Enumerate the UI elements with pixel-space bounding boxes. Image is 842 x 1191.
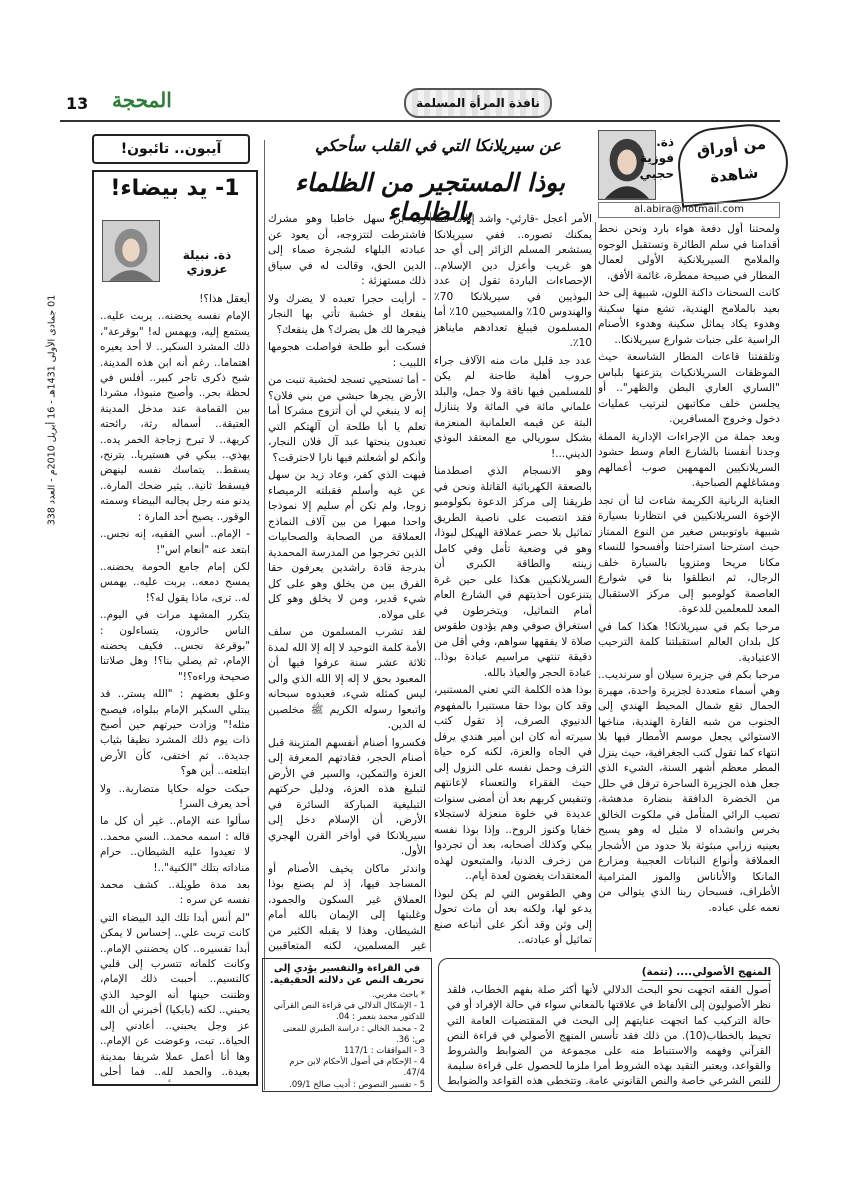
column-divider xyxy=(595,222,596,952)
article-paragraph: زيد بن سهل خاطبا وهو مشرك فاشترطت لتتزوجه، أن يعود عن عبادته البلهاء لشجرة صماء إلى الدين الحق، وقالت له في سياق ذلك مستهزئة : xyxy=(268,213,426,287)
article-paragraph: - أرأيت حجرا تعبده لا يضرك ولا ينفعك أو خشبة تأتي بها النجار فيجرها لك هل يضرك؟ هل ينفعك؟ xyxy=(268,292,426,336)
method-box xyxy=(438,958,780,1092)
article-column-1 xyxy=(598,222,780,952)
left-story-paragraph: يتكرر المشهد مرات في اليوم.. الناس حائرون، يتساءلون : "بوقرعة نجس.. فكيف يحضنه الإمام، ثم يصلي بنا؟! وهل صلاتنا صحيحة وراءه؟!" xyxy=(100,609,250,683)
article-paragraph: فسكت أبو طلحة فواصلت هجومها اللبيب : xyxy=(268,341,426,369)
badge-line-1: من أوراق xyxy=(695,134,767,160)
author-name xyxy=(639,134,674,182)
article-paragraph: وهو الانسجام الذي اصطدمنا بالصعقة الكهربائية القاتلة ونحن في طريقنا إلى مركز الدعوة بكولومبو فقد انتصبت على ناصية الطريق تماثيل بلا حصر عملاقة الهيكل لبوذا، وهو في وضعية تأمل وفي كامل زينته والطاقة الكبرى أن السريلانكيين هكذا على حين غرة يتنزعون أحذيتهم في الشارع العام أمام التماثيل، ويتخرطون في استغراق صوفي وهم يؤدون طقوس صلاة لا يفقهها سواهم، وفي أقل من دقيقة تنتهي مراسيم عبادة بوذا.. عبادة الحجر والعياذ بالله. xyxy=(434,465,592,679)
issue-date-text: 01 جمادى الأولى 1431هـ - 16 أبريل 2010م - العدد 338 xyxy=(46,294,58,526)
article-paragraph xyxy=(434,951,592,953)
corner-badge xyxy=(674,120,791,207)
author-first-name: فوزية xyxy=(639,151,674,165)
article-paragraph: لقد تشرب المسلمون من سلف الأمة كلمة التوحيد لا إله إلا الله لمدة ثلاثة عشر سنة عرفوا فيها أن المعبود بحق لا إله إلا الله الذي والى لیس كمثله شيء، فعبدوه سبحانه واتبعوا رسوله الكريم ﷺ مخلصين له الدين. xyxy=(268,626,426,731)
article-paragraph: وهي الطقوس التي لم يكن لبوذا يدعو لها، ولكنه بعد أن مات تحول إلى وثن وقد أنكر على أتباعه صنع تماثيل أو عبادته.. xyxy=(434,887,592,946)
reference-item: 5 - تفسير النصوص : أديب صالح 09/1. xyxy=(289,1078,425,1089)
article-kicker: عن سيريلانكا التي في القلب سأحكي xyxy=(314,136,562,155)
article-paragraph: وتلقفتنا قاعات المطار الشاسعة حيث الموظفات السريلانكيات يتزعنها بلباس "الساري العاري البطن والظهر".. أو يجلسن خلف مكاتبهن لترتيب عمليات دخول وخروج المسافرين. xyxy=(598,351,780,425)
reference-item: 3 - الموافقات : 117/1 xyxy=(343,1045,425,1056)
article-title: بوذا المستجير من الظلماء بالظلماء xyxy=(295,168,565,226)
method-box-title: المنهج الأصولي.... (تتمة) xyxy=(642,965,771,981)
article-paragraph: مرحبا بكم في سيريلانكا! هكذا كما في كل بلدان العالم استقبلتنا كلمة الترحيب الاعتيادية. xyxy=(598,620,780,664)
section-name: المحجة xyxy=(112,88,172,112)
article-paragraph: فكسروا أصنام أنفسهم المتزينة قبل أصنام الحجر، فقادتهم المعرفة إلى العزة والتمكين، والسير في الأرض لتبليغ هذه العزة، ودليل حركتهم التبليغية المباركة السائرة في الأرض، أن الإسلام دخل إلى سيريلانكا في أواخر القرن الهجري الأول. xyxy=(268,736,426,857)
left-author-portrait-icon xyxy=(103,221,159,281)
left-story-paragraph: وعلق بعضهم : "الله يستر.. قد يبتلي السكير الإمام ببلواه، فيصبح مثله!" وزادت حيرتهم حين أصبح ذات يوم ذلك المشرد نظيفا بثياب جديدة.. ثم اختفى، كأن الأرض ابتلعته.. أين هو؟ xyxy=(100,688,250,778)
reference-item: 2 - محمد الخالي : دراسة الطبري للمعنى ص: 36. xyxy=(282,1022,425,1044)
article-column-2 xyxy=(434,212,592,952)
article-paragraph: بوذا هذه الكلمة التي تعني المستنير، وقد كان بوذا حقا مستنيرا بالمفهوم الدنيوي الصرف، إذ تقول كتب سيرته أنه كان ابن أمير هندي يرفل في الجاه والعزة، لكنه كره حياة الترف وحمل نفسه على النزول إلى حيث الفقراء والتعساء لإعانتهم وتنفيس كربهم بعد أن أمضى سنوات عديدة في خلوة منعزلة لاستجلاء خفايا وكنوز الروح.. وإذا بوذا نفسه يبكي وكذلك أصحابه، بعد أن تجردوا من زخرف الدنيا، والمتبعون لهذه المعتقدات يغضون لعدة أيام.. xyxy=(434,684,592,882)
column-divider xyxy=(264,140,265,1090)
author-prefix: ذة. xyxy=(656,135,674,149)
left-story-text xyxy=(100,292,250,1082)
left-story-paragraph: - الإمام.. أسي الفقيه، إنه نجس.. ابتعد عنه "أنعام اس"! xyxy=(100,528,250,556)
article-paragraph: ولمحتنا أول دفعة هواء بارد ونحن نحط أقدامنا في سلم الطائرة وتستقبل الوجوه والملامح السيريلانكية الأولى لعمال المطار في صبيحة ممطرة، غائمة الأفق. xyxy=(598,223,780,282)
article-paragraph: العناية الربانية الكريمة شاءت لنا أن تجد الإخوة السريلانكيين في انتظارنا بسيارة شبيهة باوتوبيس صغير من النوع الممتاز حيث استرحنا استراحتنا وأفسحوا للنساء مكانا مريحا ومتزويا بالسيارة خلف الرجال، ثم انطلقوا بنا في شوارع العاصمة كولومبو إلى مركز الاستقبال المعد للمعلمين للدعوة. xyxy=(598,494,780,615)
issue-line xyxy=(44,130,60,690)
article-paragraph: مرحبا بكم في جزيرة سيلان أو سرنديب.. وهي أسماء متعددة لجزيرة واحدة، مهيرة الجمال تقع شمال المحيط الهندي إلى الجنوب من شبه القارة الهندية، مناخها الاستوائي يجعل موسم الأمطار فيها بلا انتهاء كما تقول كتب الجغرافية، حيث ينزل المطر معظم أشهر السنة، الشيء الذي جعل هذه الجزيرة الساحرة ترفل في حلل من الخضرة الدافقة بنضارة مدهشة، تصيب الرائي المتأمل في ملكوت الخالق بخرس وانشداه لا مثيل له وهو يسبح بعينيه زرابي مبثوثة بلا حدود من الأشجار العملاقة وأنواع النباتات العجيبة ومزارع المانكا والأناناس والموز المترامية الأطراف، فسبحان ربنا الذي يتوالى من نعمه على عباده. xyxy=(598,669,780,914)
article-paragraph: واندثر ماكان يخيف الأصنام أو المساجد فيها، إذ لم يصنع بوذا العملاق غير السكون والجمود، وغلبتها إلى الإيمان بالله أمام الشيطان. وهذا لا يقبله الكثير من غير المسلمين، لكنه المتعاقبين xyxy=(268,862,426,952)
left-banner-text: آيبون.. تائبون! xyxy=(120,141,222,157)
left-story-paragraph: الإمام نفسه يحضنه.. يربت عليه.. يستمع إليه، ويهمس له! "بوقرعة"، ذلك المشرد السكير.. لا أحد يعيره اهتماما.. رغم أنه ابن هذه المدينة. شبح ذكرى تاجر كبير.. أفلس في لحظة بحر.. وأصبح منبوذا، مشردا بين القمامة عند مدخل المدينة العتيقة.. أسماله رثة، رائحته كريهة.. لا تبرح زجاجة الخمر يده.. يهذي.. يبكي في هستيريا.. يترنح، يسقط.. يتماسك نفسه لينهض فيسقط ثانية.. يثير ضحك المارة.. يدنو منه رجل يجالبه البيضاء وسمته الوقور.. يصيح أحد المارة : xyxy=(100,310,250,523)
page-number: 13 xyxy=(66,94,89,113)
reference-item: * باحث مغربي. xyxy=(372,989,425,999)
references-lead: في القراءة والتفسير يؤدي إلى تحريف النص عن دلالته الحقيقية. xyxy=(269,963,425,986)
left-story-author: ذة. نبيلة عزوزي xyxy=(182,248,232,276)
article-paragraph: الأمر أعجل -قارئي- واشد إيلاما مما يمكنك تصوره.. ففي سيريلانكا يستشعر المسلم الزائر إلى أي حد هو غريب وأعزل دين الإسلام.. الإحصاءات الباردة تقول إن عدد البوذيين في سيريلانكا 70٪ والهندوس 10٪ والمسيحيين 10٪ أما المسلمون فيبلغ تعدادهم مايناهز 10٪. xyxy=(434,213,592,349)
left-story-paragraph: حبكت حوله حكايا متضاربة.. ولا أحد يعرف السر! xyxy=(100,782,250,810)
author-last-name: حجبي xyxy=(639,167,674,181)
left-story-banner xyxy=(92,134,250,164)
references-list xyxy=(269,989,425,1092)
left-story-paragraph: "لم أنس أبدا تلك اليد البيضاء التي كانت تربت علي.. إحساس لا يمكن أبدا تفسيره.. كان يحضنني الإمام.. وكانت كلماته تتسرب إلى قلبي كالنسيم.. أحببت ذلك الإمام، وظننت حينها أنه الوحيد الذي يحبني.. لكنه (بابكيا) أخبرني أن الله عز وجل يحبني.. أعادني إلى الحياة.. تبت، وعوضت عن الإمام.. وها أنا أعمل عملا شريفا بمدينة بعيدة.. والحمد لله.. فما أحلى xyxy=(100,911,250,1078)
left-story-title: 1- يد بيضاء! xyxy=(110,176,240,201)
left-story-paragraph: بعد مدة طويلة.. كشف محمد نفسه عن سره : xyxy=(100,879,250,907)
brand-banner xyxy=(404,88,552,118)
column-divider xyxy=(430,212,431,952)
brand-title: نافذة المرأة المسلمة xyxy=(416,96,540,110)
article-paragraph: فبهت الذي كفر، وعاد زيد بن سهل عن غيه وأسلم فقبلته الرميصاء زوجا، ولم تكن أم سليم إلا نموذجا واحدا مبهرا من بين آلاف النماذج العملاقة من الصحابة والصحابيات الذين تخرجوا من المدرسة المحمدية بدرجة قادة راشدين يعرفون حقا الفرق بين من يخلق وهو على كل شيء قدير، ومن لا يخلق وهو كل على مولاه. xyxy=(268,469,426,621)
article-paragraph: عدد جد قليل مات منه الآلاف جراء حروب أهلية طاحنة لم يكن للمسلمين فيها ناقة ولا جمل، والبلد علماني مائة في المائة ولا يتنازل البتة عن قيمه العلمانية المنعزمة بشكل سوريالي مع المعتقد البوذي الديني...! xyxy=(434,354,592,460)
article-paragraph: - أما تستحيي تسجد لخشبة تنبت من الأرض يجرها حبشي من بني فلان؟ إنه لا ينبغي لي أن أتزوج مشركا أما تعلم يا أبا طلحة أن آلهتكم التي تعبدون ينحتها عبد آل فلان النجار، وأنكم لو أشعلتم فيها نارا لاحترقت؟ xyxy=(268,374,426,464)
left-author-photo xyxy=(102,220,160,282)
article-paragraph: كانت السحنات داكنة اللون، شبيهة إلى حد بعيد بالملامح الهندية، تشع منها سكينة وهدوء يكاد يماثل سكينة وهدوء الأصنام الراسية على جنبات شوارع سيريلانكا.. xyxy=(598,287,780,346)
badge-line-2: شاهدة xyxy=(709,163,760,187)
reference-item xyxy=(269,1090,425,1092)
article-paragraph: وبعد جملة من الإجراءات الإدارية المملة وجدنا أنفسنا بالشارع العام وسط حشود السريلانكيين المهمهين صوب أعمالهم ومشاغلهم الصباحية. xyxy=(598,430,780,489)
author-email[interactable]: al.abira@hotmail.com xyxy=(598,202,780,218)
header-divider xyxy=(60,120,780,122)
left-story-paragraph: لكن إمام جامع الحومة يحضنه.. يمسح دمعه.. يربت عليه.. يهمس له.. ترى، ماذا يقول له؟! xyxy=(100,560,250,604)
method-box-text: أصول الفقه اتجهت نحو البحث الدلالي لأنها أكثر صلة بفهم الخطاب، فلقد نظر الأصوليون إلى الألفاظ في علاقتها بالمعاني سواء في حالة الإفراد أو في حالة التركيب كما اتجهت عنايتهم إلى البحث في المقتضيات العامة التي تحيط بالخطاب(10). من ذلك فقد تأسس المنهج الأصولي في قراءة النص القرآني وفهمه والاستنباط منه على مجموعة من الضوابط والشروط والقواعد، ويعتبر التقيد بهذه الشروط أمرا ملزما للحصول على قراءة سليمة للنص الشرعي خاصة والنص القانوني عامة. وتتخطى هذه القواعد والضوابط xyxy=(447,984,772,1088)
left-story-paragraph: سألوا عنه الإمام.. غير أن كل ما قاله : اسمه محمد.. السي محمد.. لا تعيدوا عليه الشيطان.. حرام مناداته بتلك "الكنية"..! xyxy=(100,815,250,874)
left-story-paragraph: أيعقل هذا؟! xyxy=(199,293,250,305)
reference-item: 4 - الإحكام في أصول الأحكام لابن حزم 47/4. xyxy=(289,1056,425,1078)
article-column-3 xyxy=(268,212,426,952)
references-box xyxy=(262,958,432,1092)
reference-item: 1 - الإشكال الدلالي في قراءة النص القرآني للدكتور محمد بنعمر : 04. xyxy=(273,1000,425,1022)
